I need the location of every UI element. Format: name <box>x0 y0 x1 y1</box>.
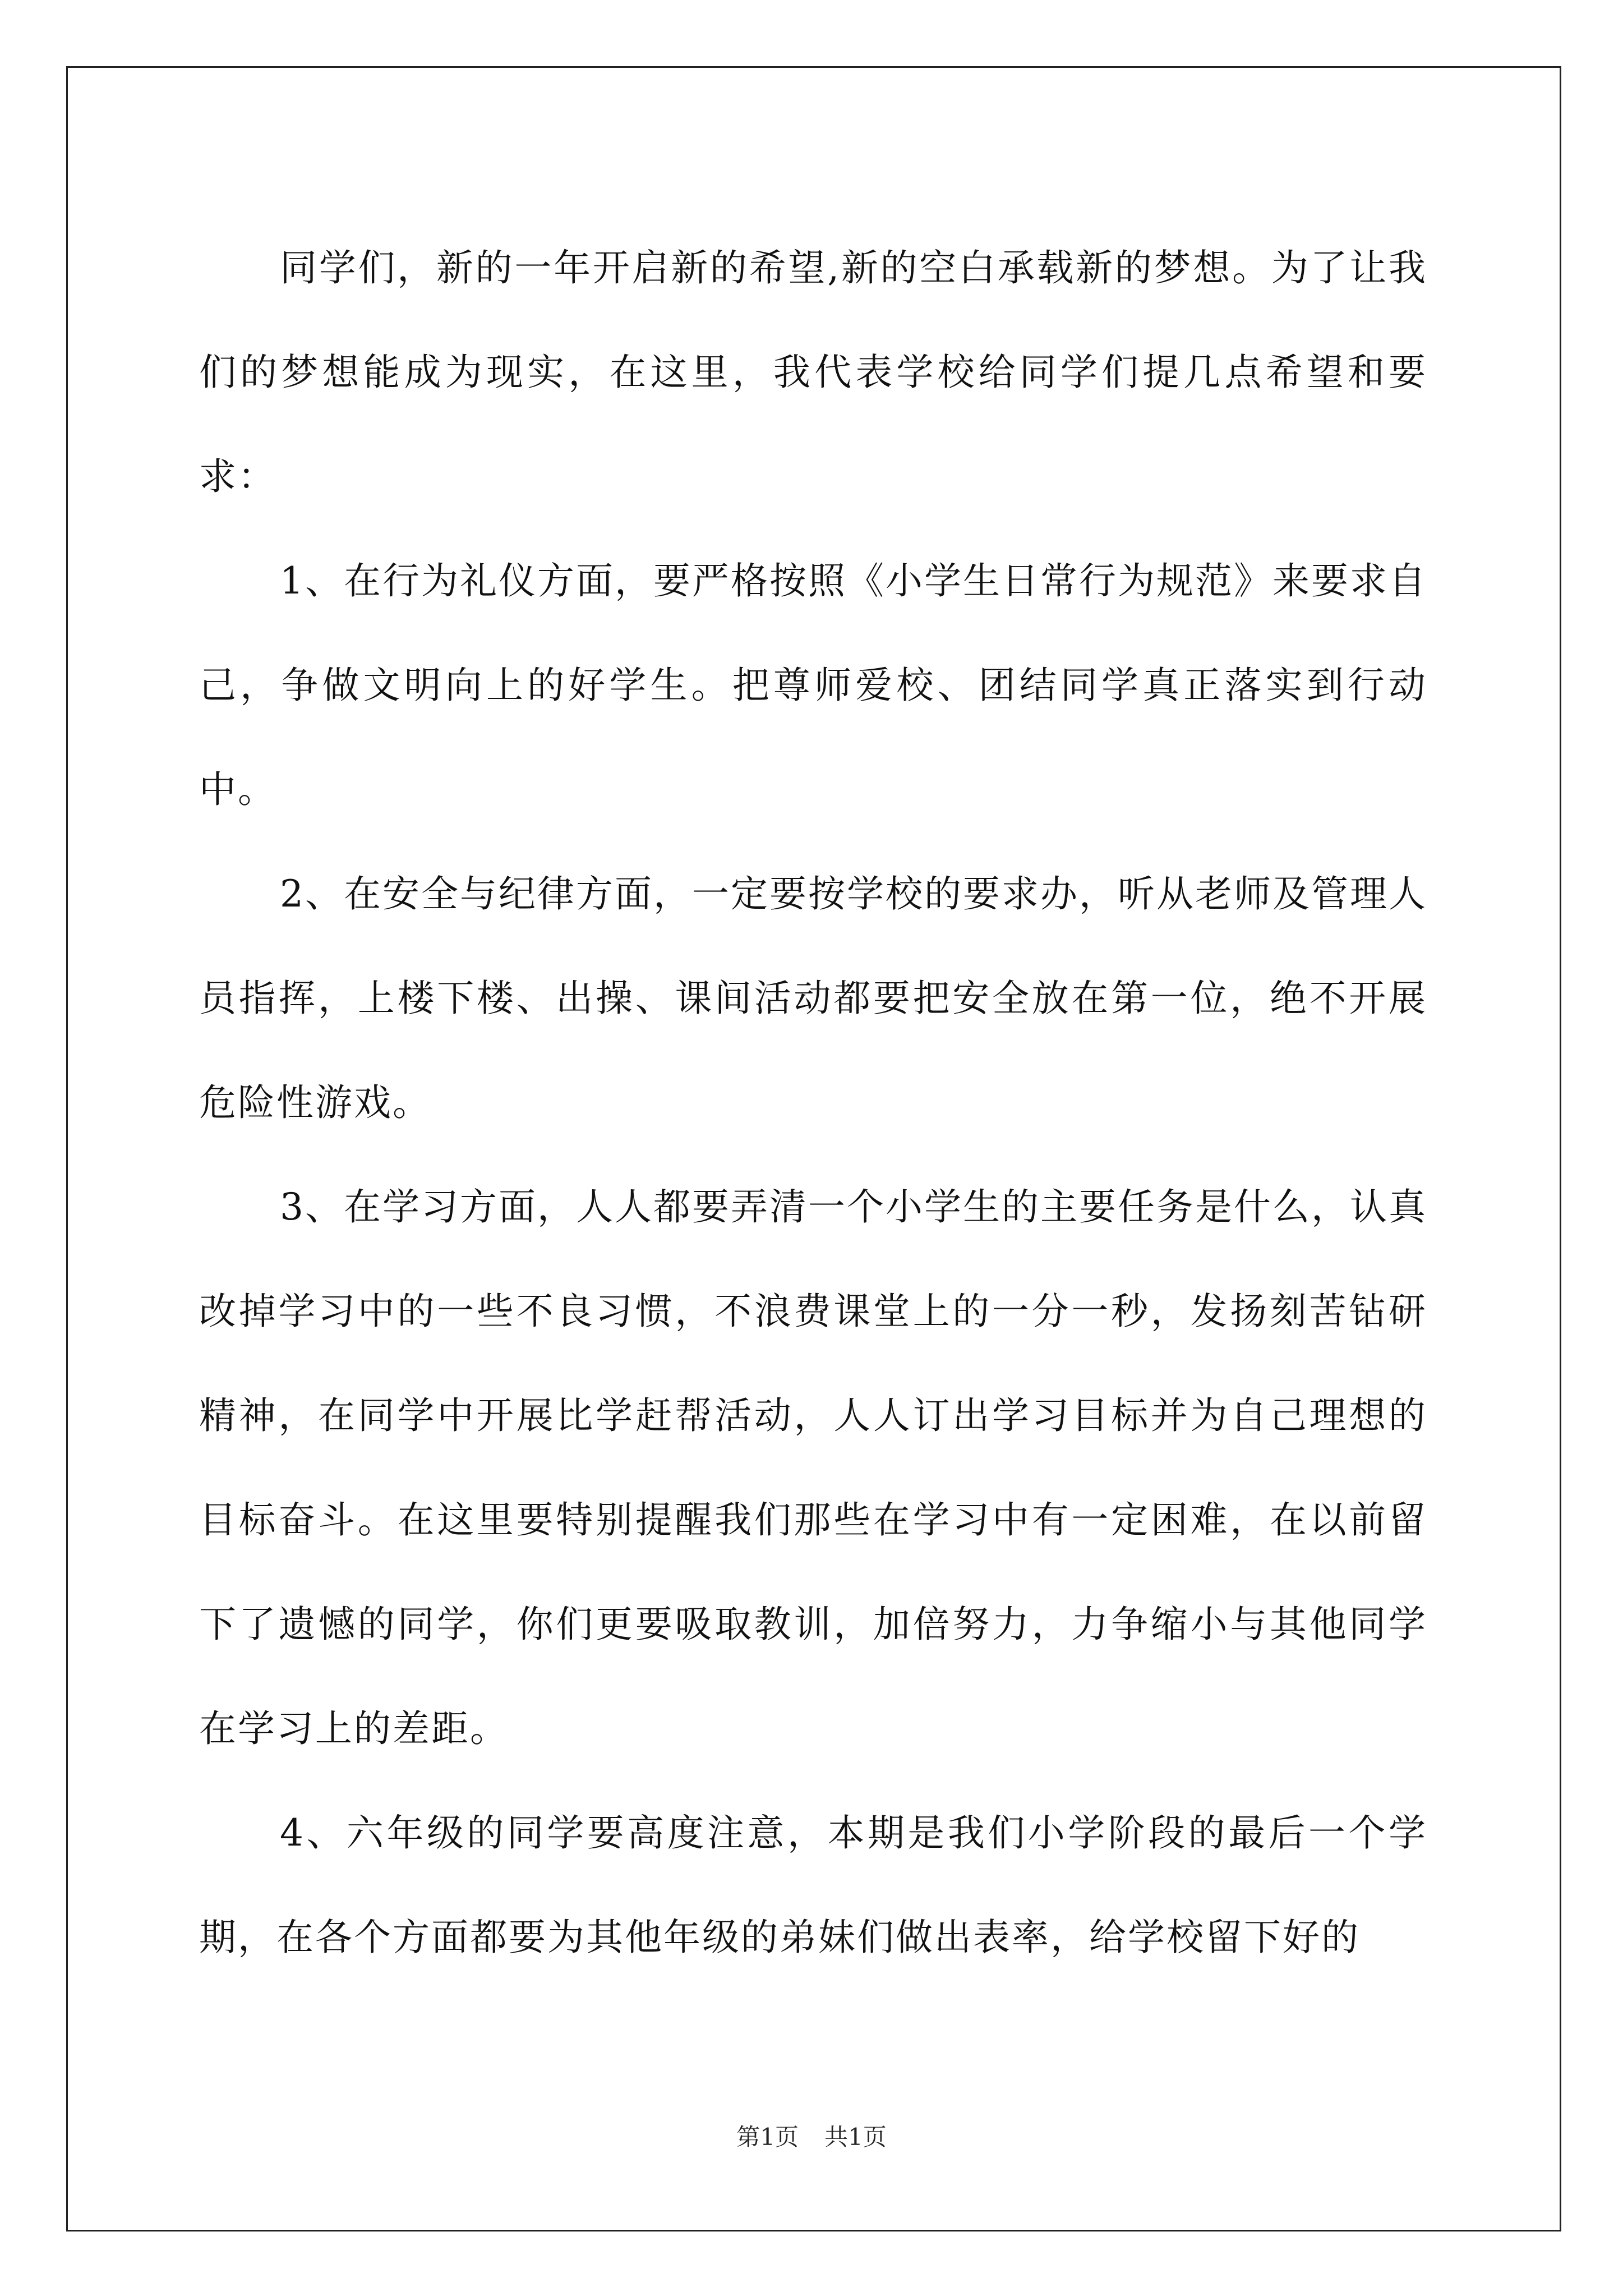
page-footer <box>0 2120 1623 2154</box>
paragraph-item-4: 4、六年级的同学要高度注意，本期是我们小学阶段的最后一个学期，在各个方面都要为其他年级的弟妹们做出表率，给学校留下好的 <box>199 1811 1427 1959</box>
paragraph-intro: 同学们，新的一年开启新的希望,新的空白承载新的梦想。为了让我们的梦想能成为现实，在这里，我代表学校给同学们提几点希望和要求： <box>199 246 1427 498</box>
paragraph-item-3: 3、在学习方面，人人都要弄清一个小学生的主要任务是什么，认真改掉学习中的一些不良习惯，不浪费课堂上的一分一秒，发扬刻苦钻研精神，在同学中开展比学赶帮活动，人人订出学习目标并为自己理想的目标奋斗。在这里要特别提醒我们那些在学习中有一定困难，在以前留下了遗憾的同学，你们更要吸取教训，加倍努力，力争缩小与其他同学在学习上的差距。 <box>199 1185 1427 1750</box>
paragraph-item-1: 1、在行为礼仪方面，要严格按照《小学生日常行为规范》来要求自己，争做文明向上的好学生。把尊师爱校、团结同学真正落实到行动中。 <box>199 559 1427 811</box>
page-number: 第1页 <box>736 2123 799 2151</box>
page-total: 共1页 <box>824 2123 887 2151</box>
document-body <box>199 216 1427 1990</box>
paragraph-item-2: 2、在安全与纪律方面，一定要按学校的要求办，听从老师及管理人员指挥，上楼下楼、出操、课间活动都要把安全放在第一位，绝不开展危险性游戏。 <box>199 872 1427 1124</box>
